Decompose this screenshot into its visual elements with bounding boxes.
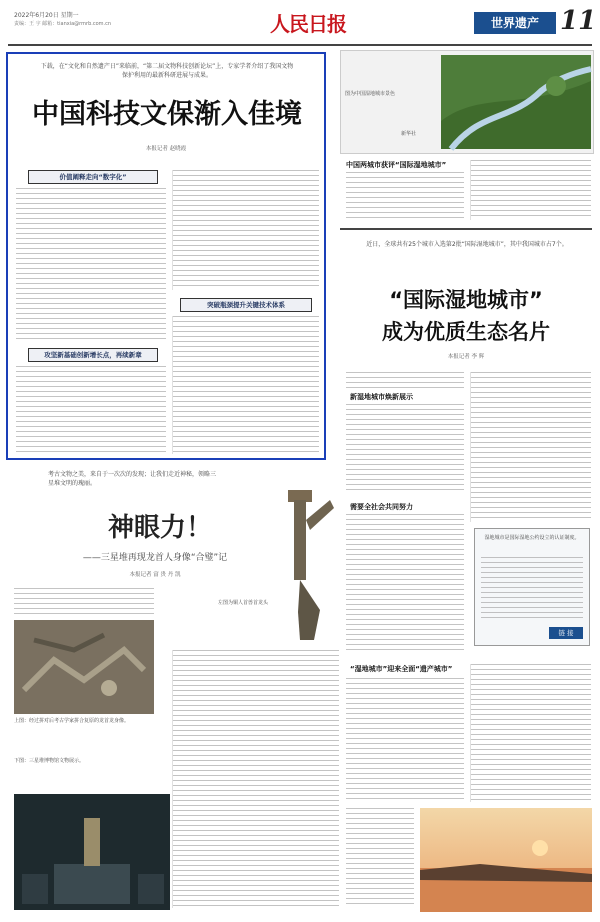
wetland-text-c — [346, 514, 464, 654]
wetland-sunset-photo — [420, 808, 592, 912]
masthead-date: 2022年6月20日 星期一 — [14, 12, 79, 19]
sanxingdui-quote: 考古文物之美，来自于一次次的发现；让我们走近神秘，领略三星堆文明的瑰丽。 — [48, 471, 217, 487]
wetland-photo — [340, 50, 594, 154]
lead-text-col1b — [16, 366, 166, 454]
section-tag: 世界遗产 — [474, 12, 556, 34]
wetland-brief-col2 — [470, 160, 591, 220]
museum-photo — [14, 794, 170, 910]
wetland-headline-1: “国际湿地城市” — [389, 288, 543, 312]
wetland-photo-caption-lines — [346, 808, 414, 908]
excavation-caption: 上图：经过拼对后考古学家拼合复原的龙首龙身像。 — [14, 718, 130, 724]
sanxingdui-text-intro — [14, 588, 154, 616]
wetland-sidebar-lines — [481, 557, 583, 619]
lead-subhead-2: 突破瓶颈提升关键技术体系 — [180, 298, 312, 312]
lead-text-col2b — [172, 316, 319, 454]
lead-subhead-3: 攻坚新基础创新增长点，再续新章 — [28, 348, 158, 362]
bronze-figure-caption: 左图为铜人首兽首龙头 — [218, 600, 269, 606]
sanxingdui-subtitle: ——三星堆再现龙首人身像“合璧”记 — [82, 553, 228, 563]
lead-intro: 下载，在“文化和自然遗产日”来临前，“第二届文物科技创新论坛”上，专家学者介绍了我国文物保护利用的最新科研进展与成果。 — [40, 63, 294, 79]
lead-title: 中国科技文保渐入佳境 — [32, 99, 302, 130]
wetland-brief-col1 — [346, 172, 464, 220]
masthead-editor: 责编：王 宇 邮箱：tianxia@rmrb.com.cn — [14, 21, 112, 27]
page-number: 11 — [560, 6, 597, 36]
wetland-text-e — [346, 678, 464, 802]
excavation-photo — [14, 620, 154, 714]
lead-text-col2 — [172, 170, 319, 290]
lead-story-box[interactable] — [6, 52, 326, 460]
wetland-sub-2: 需要全社会共同努力 — [350, 503, 413, 511]
masthead — [8, 6, 597, 46]
sanxingdui-title: 神眼力！ — [107, 513, 212, 543]
lead-byline: 本报记者 赵晓霞 — [145, 146, 187, 152]
newspaper-logo: 人民日报 — [270, 12, 346, 36]
museum-caption: 下图：三星堆博物馆文物展示。 — [14, 758, 85, 764]
lead-text-col1 — [16, 188, 166, 342]
wetland-photo-caption: 图为中国湿地城市景色 — [345, 91, 396, 97]
wetland-photo-credit: 新华社 — [401, 131, 417, 137]
wetland-text-d — [470, 372, 591, 522]
wetland-text-a — [346, 372, 464, 388]
wetland-mini-title: 中国两城市获评“国际湿地城市” — [346, 161, 447, 169]
wetland-text-b — [346, 404, 464, 494]
wetland-sidebar — [474, 528, 590, 646]
wetland-sub-1: 新湿地城市焕新展示 — [350, 393, 413, 401]
sanxingdui-text-body — [172, 650, 339, 908]
link-badge[interactable]: 链 接 — [549, 627, 583, 639]
wetland-kicker: 近日，全球共有25个城市入选第2批“国际湿地城市”，其中我国城市占7个。 — [366, 241, 568, 248]
wetland-text-f — [470, 664, 591, 802]
wetland-byline: 本报记者 李 辉 — [447, 354, 485, 360]
sanxingdui-byline: 本报记者 富 贵 丹 凯 — [129, 572, 181, 578]
wetland-headline-2: 成为优质生态名片 — [382, 320, 550, 344]
bronze-figure-photo — [270, 480, 340, 642]
wetland-sidebar-text: 湿地城市是国际湿地公约设立的认证制度。 — [484, 535, 580, 541]
wetland-sub-3: “湿地城市”迎来全面“遗产城市” — [350, 665, 453, 673]
lead-subhead-1: 价值阐释走向“数字化” — [28, 170, 158, 184]
section-divider — [340, 228, 592, 230]
